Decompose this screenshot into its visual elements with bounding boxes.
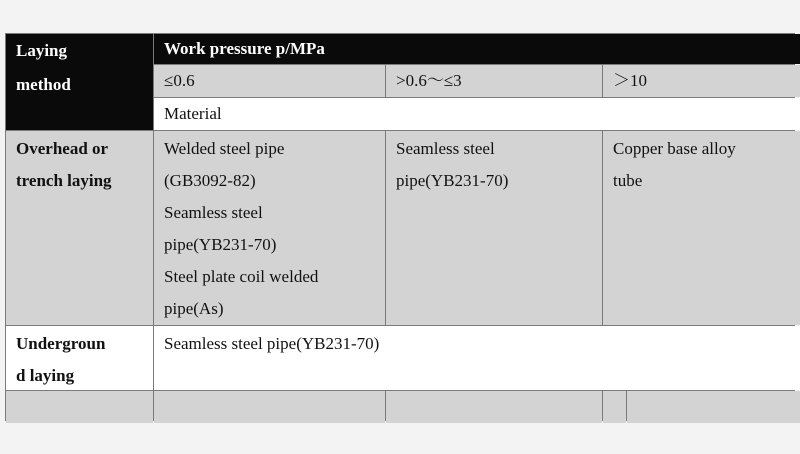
row-overhead-label-line2: trench laying bbox=[16, 171, 112, 190]
empty-cell bbox=[154, 391, 385, 423]
pressure-range-3: ＞10 bbox=[603, 65, 800, 97]
pressure-range-2: >0.6～≤3 bbox=[386, 65, 602, 97]
cell-line: (GB3092-82) bbox=[164, 171, 256, 190]
material-table bbox=[5, 33, 795, 421]
header-laying-method-line2: method bbox=[16, 75, 71, 94]
cell-line: pipe(YB231-70) bbox=[164, 235, 277, 254]
cell-line: pipe(YB231-70) bbox=[396, 171, 509, 190]
row-underground-label bbox=[6, 326, 153, 390]
row-underground-label-line1: Undergroun bbox=[16, 334, 106, 353]
row-underground-cell: Seamless steel pipe(YB231-70) bbox=[154, 326, 800, 390]
row-overhead-label-line1: Overhead or bbox=[16, 139, 109, 158]
header-work-pressure: Work pressure p/MPa bbox=[154, 34, 800, 64]
empty-cell bbox=[6, 391, 153, 423]
row-overhead-cell-high-pressure bbox=[603, 131, 800, 325]
cell-line: pipe(As) bbox=[164, 299, 224, 318]
pressure-range-1: ≤0.6 bbox=[154, 65, 385, 97]
row-underground-label-line2: d laying bbox=[16, 366, 75, 385]
header-laying-method bbox=[6, 34, 153, 130]
cell-line: Welded steel pipe bbox=[164, 139, 285, 158]
cell-line: tube bbox=[613, 171, 643, 190]
cell-line: Seamless steel bbox=[164, 203, 263, 222]
header-material: Material bbox=[154, 98, 800, 130]
row-overhead-label bbox=[6, 131, 153, 325]
empty-cell bbox=[627, 391, 800, 423]
cell-line: Seamless steel bbox=[396, 139, 495, 158]
header-laying-method-line1: Laying bbox=[16, 41, 68, 60]
row-overhead-cell-low-pressure bbox=[154, 131, 385, 325]
empty-cell bbox=[386, 391, 602, 423]
cell-line: Steel plate coil welded bbox=[164, 267, 319, 286]
row-overhead-cell-mid-pressure bbox=[386, 131, 602, 325]
empty-cell bbox=[603, 391, 626, 423]
cell-line: Copper base alloy bbox=[613, 139, 736, 158]
